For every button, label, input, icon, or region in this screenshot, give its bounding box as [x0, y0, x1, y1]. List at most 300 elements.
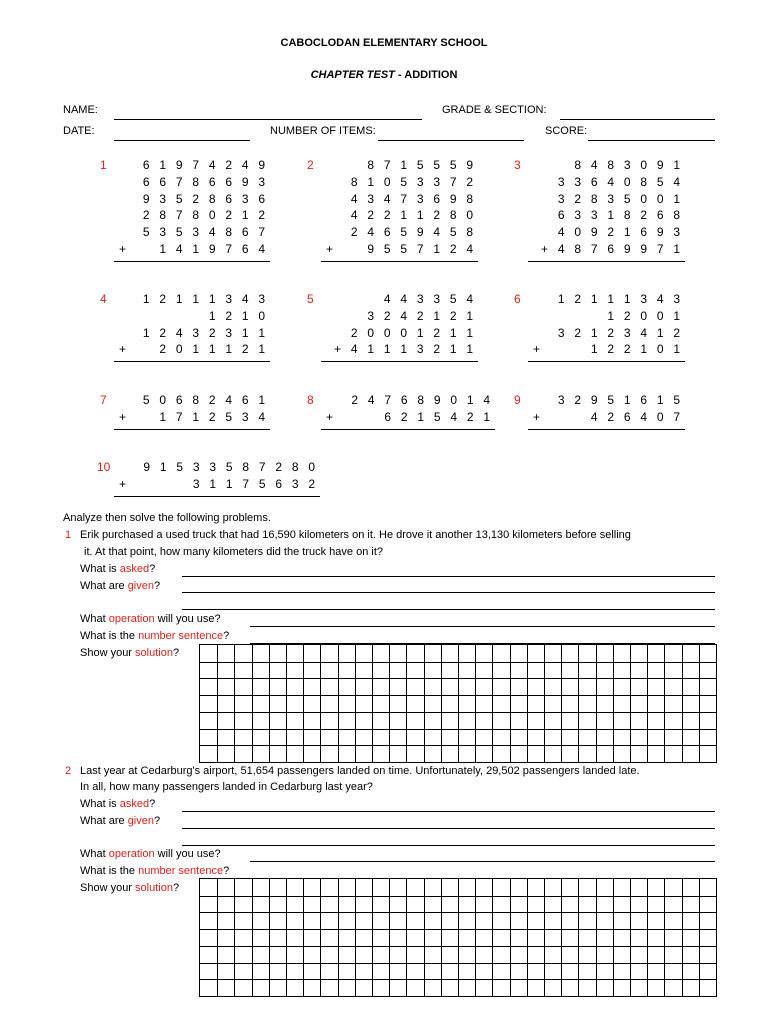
plus-sign: +	[119, 242, 127, 256]
digit: 4	[656, 292, 664, 306]
digit: 5	[175, 191, 183, 206]
digit: 8	[417, 393, 425, 407]
word-problem-2-text-1: Last year at Cedarburg's airport, 51,654 passengers landed on time. Unfortunately, 29,502 passengers landed late.	[80, 765, 640, 777]
digit: 5	[433, 158, 441, 172]
digit: 3	[258, 292, 266, 306]
name-line[interactable]	[114, 119, 422, 120]
digit: 3	[557, 325, 565, 340]
addend-row	[347, 393, 496, 407]
digit: 3	[416, 342, 424, 357]
digit: 1	[258, 342, 266, 357]
digit: 2	[574, 191, 582, 206]
addend-last-row	[586, 410, 685, 424]
digit: 5	[449, 225, 457, 240]
digit: 5	[225, 409, 233, 424]
digit: 4	[640, 325, 648, 340]
digit: 2	[433, 342, 441, 357]
digit: 9	[208, 242, 216, 256]
digit: 6	[225, 191, 233, 206]
digit: 5	[383, 242, 391, 256]
digit: 6	[275, 476, 283, 491]
digit: 3	[367, 308, 375, 323]
digit: 2	[383, 208, 391, 223]
digit: 3	[209, 460, 217, 474]
digit: 1	[590, 292, 598, 306]
answer-line[interactable]	[528, 361, 685, 362]
digit: 8	[192, 393, 200, 407]
digit: 2	[433, 325, 441, 340]
addend-row	[553, 175, 685, 189]
digit: 1	[241, 308, 249, 323]
digit: 2	[350, 225, 358, 240]
digit: 9	[433, 393, 441, 407]
digit: 6	[656, 208, 664, 223]
digit: 3	[192, 325, 200, 340]
digit: 4	[208, 225, 216, 240]
date-line[interactable]	[114, 140, 250, 141]
plus-sign: +	[326, 242, 334, 256]
digit: 1	[159, 158, 167, 172]
problem-number: 4	[100, 292, 107, 306]
digit: 1	[142, 325, 150, 340]
digit: 2	[449, 242, 457, 256]
digit: 2	[466, 174, 474, 189]
digit: 7	[383, 158, 391, 172]
digit: 7	[384, 393, 392, 407]
grid-row-line	[200, 979, 716, 980]
digit: 4	[350, 342, 358, 357]
wp2-operation-line[interactable]	[250, 861, 715, 862]
digit: 5	[607, 393, 615, 407]
digit: 6	[640, 225, 648, 240]
answer-line[interactable]	[114, 429, 270, 430]
plus-sign: +	[533, 342, 541, 357]
digit: 8	[673, 208, 681, 223]
digit: 1	[607, 308, 615, 323]
digit: 6	[590, 174, 598, 189]
digit: 1	[673, 191, 681, 206]
wp1-operation-line[interactable]	[250, 626, 715, 627]
digit: 1	[590, 325, 598, 340]
digit: 9	[590, 393, 598, 407]
digit: 5	[449, 292, 457, 306]
addend-last-row	[380, 410, 496, 424]
addend-row	[138, 192, 270, 206]
digit: 1	[416, 325, 424, 340]
addend-row	[363, 158, 479, 172]
digit: 1	[607, 208, 615, 223]
digit: 7	[242, 476, 250, 491]
wp1-sentence-question	[80, 630, 229, 642]
q-text: What is the	[80, 865, 139, 877]
digit: 0	[258, 308, 266, 323]
digit: 1	[623, 225, 631, 240]
digit: 1	[367, 342, 375, 357]
addend-last-row	[363, 242, 479, 256]
digit: 9	[640, 242, 648, 256]
digit: 5	[176, 460, 184, 474]
digit: 7	[258, 460, 266, 474]
digit: 4	[241, 158, 249, 172]
digit: 3	[574, 174, 582, 189]
plus-sign: +	[533, 409, 541, 424]
digit: 5	[449, 158, 457, 172]
addend-last-row	[155, 410, 271, 424]
digit: 2	[208, 409, 216, 424]
digit: 3	[607, 191, 615, 206]
q-key: asked	[119, 798, 150, 810]
digit: 1	[673, 242, 681, 256]
digit: 1	[449, 325, 457, 340]
digit: 4	[433, 225, 441, 240]
digit: 1	[192, 242, 200, 256]
grid-row-line	[200, 946, 716, 947]
digit: 5	[142, 393, 150, 407]
wp1-given-question	[80, 580, 160, 592]
addend-row	[363, 309, 479, 323]
digit: 6	[258, 191, 266, 206]
digit: 8	[590, 191, 598, 206]
digit: 8	[208, 191, 216, 206]
digit: 1	[466, 393, 474, 407]
digit: 0	[656, 308, 664, 323]
digit: 7	[175, 208, 183, 223]
wp2-given-line-2[interactable]	[182, 845, 715, 846]
number-of-items-line[interactable]	[378, 140, 524, 141]
number-of-items-label: NUMBER OF ITEMS:	[270, 125, 376, 137]
digit: 6	[640, 393, 648, 407]
digit: 1	[225, 476, 233, 491]
digit: 4	[350, 191, 358, 206]
digit: 4	[208, 158, 216, 172]
q-text: What	[80, 848, 109, 860]
grid-row-line	[200, 662, 716, 663]
grid-row-line	[200, 729, 716, 730]
school-name: CABOCLODAN ELEMENTARY SCHOOL	[280, 37, 488, 49]
problem-number: 9	[514, 393, 521, 407]
word-problem-1-number: 1	[65, 529, 72, 541]
score-label: SCORE:	[545, 125, 588, 137]
digit: 3	[291, 476, 299, 491]
q-mark: ?	[172, 882, 180, 894]
digit: 3	[433, 174, 441, 189]
digit: 0	[383, 325, 391, 340]
digit: 3	[367, 191, 375, 206]
wp1-asked-question	[80, 563, 155, 575]
digit: 4	[175, 325, 183, 340]
digit: 6	[241, 225, 249, 240]
grid-row-line	[200, 896, 716, 897]
digit: 7	[400, 191, 408, 206]
digit: 7	[656, 242, 664, 256]
digit: 2	[607, 225, 615, 240]
digit: 5	[225, 460, 233, 474]
digit: 2	[574, 325, 582, 340]
digit: 4	[383, 292, 391, 306]
digit: 1	[175, 292, 183, 306]
digit: 6	[241, 242, 249, 256]
digit: 1	[142, 292, 150, 306]
digit: 4	[466, 242, 474, 256]
digit: 2	[367, 208, 375, 223]
digit: 4	[258, 242, 266, 256]
digit: 5	[656, 174, 664, 189]
digit: 2	[433, 208, 441, 223]
addend-row	[570, 158, 686, 172]
digit: 4	[383, 191, 391, 206]
addend-row	[204, 309, 270, 323]
digit: 0	[367, 325, 375, 340]
digit: 3	[159, 225, 167, 240]
addend-row	[138, 326, 270, 340]
digit: 2	[607, 325, 615, 340]
wp1-given-line-1[interactable]	[182, 592, 715, 593]
answer-line[interactable]	[114, 361, 270, 362]
digit: 2	[275, 460, 283, 474]
addend-row	[553, 393, 685, 407]
q-mark: ?	[149, 798, 156, 810]
digit: 2	[607, 409, 615, 424]
test-title-rest: - ADDITION	[394, 69, 458, 81]
digit: 4	[400, 308, 408, 323]
digit: 2	[449, 308, 457, 323]
digit: 1	[433, 308, 441, 323]
digit: 8	[607, 158, 615, 172]
digit: 8	[192, 208, 200, 223]
wp2-asked-line[interactable]	[182, 811, 715, 812]
digit: 1	[159, 460, 167, 474]
digit: 6	[175, 393, 183, 407]
wp2-given-line-1[interactable]	[182, 828, 715, 829]
addend-row	[553, 192, 685, 206]
answer-line[interactable]	[114, 496, 320, 497]
digit: 1	[656, 325, 664, 340]
digit: 1	[192, 292, 200, 306]
digit: 0	[208, 208, 216, 223]
digit: 5	[258, 476, 266, 491]
wp1-given-line-2[interactable]	[182, 609, 715, 610]
digit: 3	[258, 174, 266, 189]
digit: 3	[673, 225, 681, 240]
digit: 1	[192, 342, 200, 357]
digit: 4	[175, 242, 183, 256]
digit: 9	[241, 174, 249, 189]
q-key: number sentence	[138, 630, 224, 642]
digit: 4	[225, 393, 233, 407]
q-key: given	[127, 580, 154, 592]
addend-row	[346, 175, 478, 189]
digit: 6	[557, 208, 565, 223]
addend-last-row	[586, 342, 685, 356]
date-label: DATE:	[63, 125, 95, 137]
digit: 8	[225, 225, 233, 240]
digit: 0	[159, 393, 167, 407]
plus-sign: +	[334, 342, 342, 357]
addend-row	[553, 225, 685, 239]
digit: 3	[623, 158, 631, 172]
digit: 4	[557, 225, 565, 240]
answer-line[interactable]	[321, 361, 478, 362]
digit: 6	[623, 409, 631, 424]
digit: 7	[590, 242, 598, 256]
digit: 1	[209, 476, 217, 491]
grid-row-line	[200, 745, 716, 746]
digit: 3	[416, 292, 424, 306]
digit: 6	[400, 393, 408, 407]
digit: 3	[590, 208, 598, 223]
answer-line[interactable]	[321, 261, 478, 262]
digit: 1	[208, 292, 216, 306]
wp1-operation-question	[80, 613, 221, 625]
plus-sign: +	[326, 409, 334, 424]
digit: 2	[383, 308, 391, 323]
digit: 0	[466, 208, 474, 223]
digit: 6	[142, 158, 150, 172]
q-key: number sentence	[138, 865, 224, 877]
digit: 2	[607, 342, 615, 357]
digit: 5	[400, 225, 408, 240]
digit: 3	[192, 460, 200, 474]
digit: 8	[574, 242, 582, 256]
q-text: What are	[80, 580, 128, 592]
digit: 2	[225, 158, 233, 172]
addend-row	[553, 326, 685, 340]
digit: 2	[208, 325, 216, 340]
answer-line[interactable]	[114, 261, 270, 262]
digit: 4	[258, 409, 266, 424]
q-key: solution	[135, 882, 173, 894]
problem-number: 5	[307, 292, 314, 306]
grid-row-line	[200, 929, 716, 930]
wp1-solution-grid[interactable]	[199, 644, 717, 763]
digit: 4	[466, 292, 474, 306]
digit: 1	[640, 342, 648, 357]
addend-row	[138, 292, 270, 306]
digit: 8	[291, 460, 299, 474]
digit: 7	[192, 158, 200, 172]
digit: 1	[466, 325, 474, 340]
digit: 7	[449, 174, 457, 189]
digit: 3	[192, 225, 200, 240]
addend-row	[603, 309, 686, 323]
answer-line[interactable]	[528, 261, 685, 262]
addend-row	[553, 208, 685, 222]
digit: 9	[466, 158, 474, 172]
q-key: solution	[135, 647, 173, 659]
digit: 1	[192, 409, 200, 424]
addend-row	[138, 208, 270, 222]
digit: 4	[367, 393, 375, 407]
digit: 1	[225, 342, 233, 357]
grade-section-line[interactable]	[560, 119, 715, 120]
digit: 3	[673, 292, 681, 306]
digit: 2	[142, 208, 150, 223]
digit: 2	[258, 208, 266, 223]
digit: 1	[466, 342, 474, 357]
word-problem-2-text-2: In all, how many passengers landed in Cedarburg last year?	[80, 781, 373, 793]
digit: 1	[466, 308, 474, 323]
digit: 1	[367, 174, 375, 189]
wp2-solution-grid[interactable]	[199, 878, 717, 997]
grid-row-line	[200, 963, 716, 964]
digit: 2	[225, 308, 233, 323]
digit: 2	[351, 393, 359, 407]
digit: 7	[175, 174, 183, 189]
wp2-operation-question	[80, 848, 221, 860]
problem-number: 6	[514, 292, 521, 306]
q-mark: ?	[149, 563, 156, 575]
q-text: What is	[80, 798, 120, 810]
digit: 2	[159, 292, 167, 306]
digit: 0	[656, 191, 664, 206]
digit: 2	[241, 342, 249, 357]
plus-sign: +	[119, 342, 127, 357]
addend-row	[138, 225, 270, 239]
digit: 4	[557, 242, 565, 256]
digit: 9	[258, 158, 266, 172]
digit: 7	[258, 225, 266, 240]
addend-row	[346, 192, 478, 206]
grid-row-line	[200, 912, 716, 913]
digit: 4	[673, 174, 681, 189]
digit: 0	[400, 325, 408, 340]
q-key: asked	[119, 563, 150, 575]
digit: 1	[483, 409, 491, 424]
digit: 2	[308, 476, 316, 491]
wp1-asked-line[interactable]	[182, 576, 715, 577]
plus-sign: +	[119, 409, 127, 424]
digit: 2	[159, 325, 167, 340]
grid-row-line	[200, 712, 716, 713]
plus-sign: +	[119, 476, 127, 491]
wp2-sentence-question	[80, 865, 229, 877]
q-text: will you use?	[154, 613, 221, 625]
word-problem-1-text-1: Erik purchased a used truck that had 16,590 kilometers on it. He drove it another 13,130 kilometers before selling	[80, 529, 631, 541]
digit: 4	[607, 174, 615, 189]
addend-last-row	[155, 342, 271, 356]
digit: 0	[640, 158, 648, 172]
digit: 1	[623, 292, 631, 306]
score-line[interactable]	[588, 140, 715, 141]
digit: 8	[350, 174, 358, 189]
q-text: Show your	[80, 647, 136, 659]
word-problem-1-text-2: it. At that point, how many kilometers did the truck have on it?	[84, 546, 383, 558]
digit: 4	[241, 292, 249, 306]
digit: 2	[350, 325, 358, 340]
answer-line[interactable]	[321, 429, 495, 430]
digit: 4	[367, 225, 375, 240]
digit: 1	[241, 208, 249, 223]
digit: 8	[242, 460, 250, 474]
digit: 2	[673, 325, 681, 340]
answer-line[interactable]	[528, 429, 685, 430]
digit: 1	[673, 158, 681, 172]
digit: 8	[640, 174, 648, 189]
digit: 7	[225, 242, 233, 256]
digit: 1	[258, 325, 266, 340]
digit: 1	[590, 342, 598, 357]
digit: 6	[433, 191, 441, 206]
digit: 1	[623, 393, 631, 407]
digit: 3	[241, 409, 249, 424]
problem-number: 7	[100, 393, 107, 407]
digit: 5	[416, 158, 424, 172]
digit: 1	[400, 158, 408, 172]
digit: 3	[557, 191, 565, 206]
addend-last-row	[553, 242, 685, 256]
q-mark: ?	[223, 865, 230, 877]
digit: 3	[623, 325, 631, 340]
